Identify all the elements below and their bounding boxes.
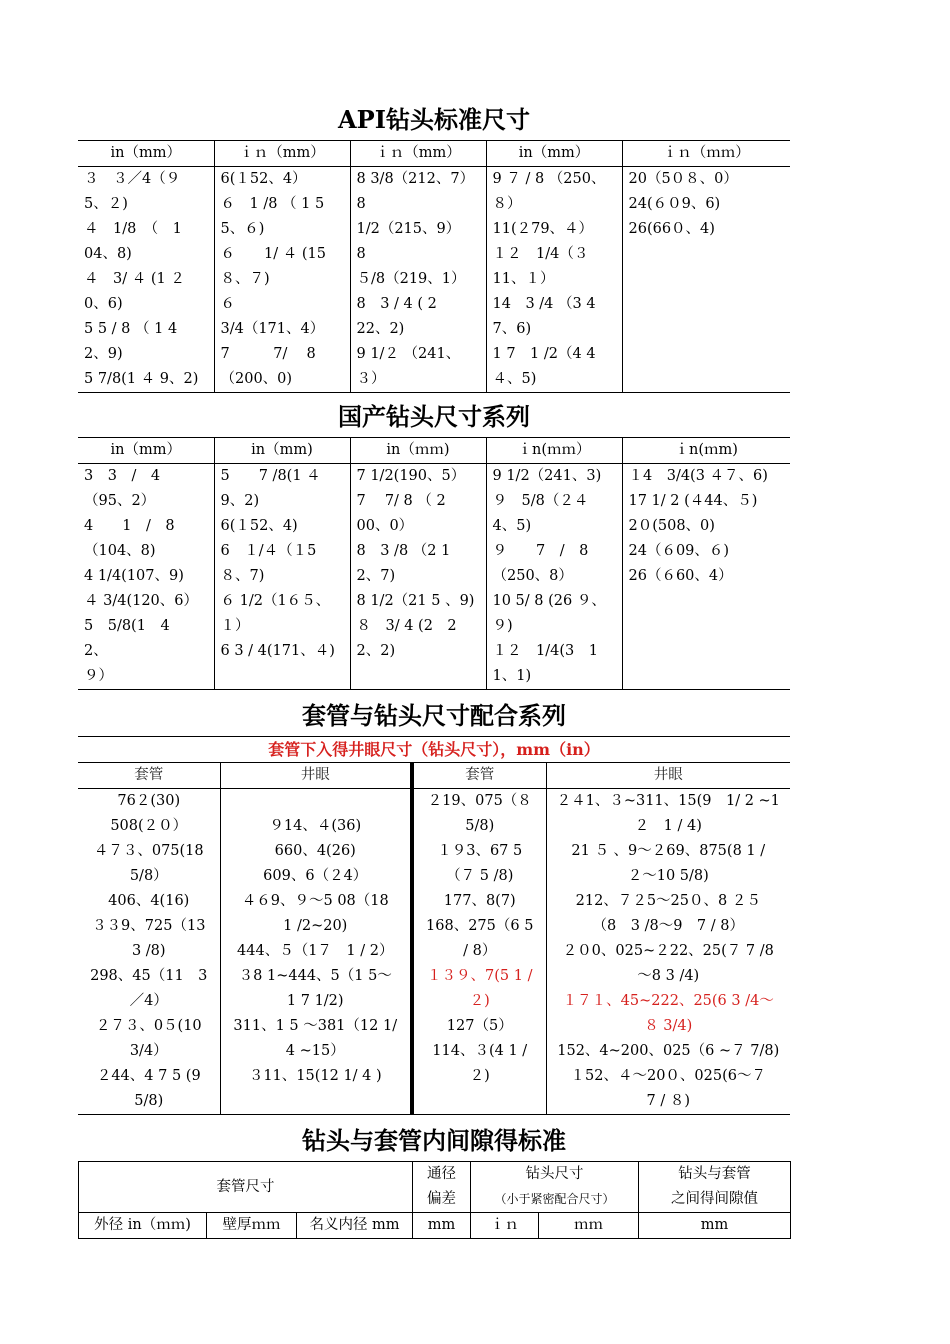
cell-line: 11、１） [492, 271, 555, 287]
cell-line: 2、9) [84, 346, 123, 362]
cell-line: 0、6) [84, 296, 123, 312]
cell-line: 2、2) [356, 643, 396, 659]
cell-line: ９ 5/8（２４ [492, 493, 589, 509]
table-cell [622, 167, 790, 393]
cell-line: ６ [220, 296, 235, 312]
cell-line: ／4） [129, 993, 168, 1009]
cell-line: 1/2（215、9） [356, 221, 461, 237]
cell-line: 8 3 /8 （2 1 [356, 543, 451, 559]
column-header: 钻头尺寸 （小于紧密配合尺寸） [471, 1162, 639, 1213]
cell-line: 9 1/2（241、3) [492, 468, 602, 484]
cell-line: 444、５（1７ 1 / 2） [237, 943, 394, 959]
cell-line: 127（5） [446, 1018, 513, 1034]
cell-line: ２44、4 7 5 (9 [96, 1068, 201, 1084]
table-cell [78, 464, 214, 690]
cell-line: 5 7 /8(1 ４ [220, 468, 321, 484]
column-header: mm [639, 1213, 791, 1239]
cell-line: 22、2) [356, 321, 405, 337]
cell-line: ９） [84, 668, 113, 684]
cell-line: （200、0) [220, 371, 293, 387]
cell-line: ８、７) [220, 271, 270, 287]
cell-line: 298、45（11 3 [90, 968, 208, 984]
cell-line: 26(66０、4) [628, 221, 715, 237]
domestic-section-title: 国产钻头尺寸系列 [338, 402, 530, 431]
cell-line: ９) [492, 618, 513, 634]
cell-line: ９14、４(36) [269, 818, 362, 834]
cell-line: 9 ７ / 8 （250、 [492, 171, 606, 187]
table-row [78, 789, 790, 1115]
table-cell [546, 789, 790, 1115]
column-header: mm [413, 1213, 471, 1239]
cell-line [225, 789, 407, 814]
cell-line: ４６9、９～5 08（18 [241, 893, 389, 909]
cell-line: 2、7) [356, 568, 396, 584]
cell-line: （8 3 /8～9 7 / 8） [592, 918, 744, 934]
cell-line: 10 5/ 8 (26 ９、 [492, 593, 606, 609]
cell-line: ４７３、075(18 [93, 843, 204, 859]
table-cell [350, 464, 486, 690]
cell-line: 5、２) [84, 196, 128, 212]
cell-line: 660、4(26) [274, 843, 356, 859]
casing-bit-table [78, 736, 790, 1115]
cell-line: 5、６) [220, 221, 265, 237]
cell-line: １） [220, 618, 250, 634]
domestic-bit-size-table [78, 437, 790, 690]
cell-line: 168、275（6 5 [426, 918, 534, 934]
column-header: 套管 [78, 763, 220, 789]
cell-line: ３8 1~444、5（1 5～ [238, 968, 392, 984]
column-header: ｉｎ（ｍｍ） [622, 141, 790, 167]
cell-line: 8 [356, 246, 366, 262]
cell-line: （95、2） [84, 493, 156, 509]
cell-line: 6 １/４（１5 [220, 543, 317, 559]
cell-line: ６ 1/ ４ (15 [220, 246, 326, 262]
cell-line: １９3、67 5 [437, 843, 523, 859]
cell-line: 11(２79、４） [492, 221, 594, 237]
cell-line: 7、6) [492, 321, 532, 337]
cell-line: ４、5) [492, 371, 537, 387]
column-header: 通径 偏差 [413, 1162, 471, 1213]
cell-line: 4 1/4(107、9) [84, 568, 184, 584]
cell-line: 9、2) [220, 493, 260, 509]
table-cell [486, 167, 622, 393]
table-header-row [78, 438, 790, 464]
cell-line: 21 ５ 、9～２69、875(8 1 / [571, 843, 766, 859]
cell-line: １３９、7(5 1 / [427, 968, 533, 984]
column-header: ｉｎ [471, 1213, 539, 1239]
api-section-title: API钻头标准尺寸 [338, 105, 530, 134]
cell-line: 177、8(7) [443, 893, 516, 909]
cell-line: 6(１52、4) [220, 518, 298, 534]
api-bit-size-table [78, 140, 790, 393]
cell-line: ３） [356, 371, 386, 387]
column-header: 外径 in（ｍｍ) [79, 1213, 207, 1239]
cell-line: 8 [356, 196, 366, 212]
table-cell [220, 789, 412, 1115]
cell-line: 4 1 / 8 [84, 518, 175, 534]
table-cell [412, 789, 546, 1115]
cell-line: 3 /8) [131, 943, 166, 959]
cell-line: ６ 1/2（1６５、 [220, 593, 331, 609]
cell-line: 1 7 1 /2（4 4 [492, 346, 596, 362]
column-header: 井眼 [220, 763, 412, 789]
cell-line: 114、３(4 1 / [432, 1043, 528, 1059]
column-header: in（mm） [78, 438, 214, 464]
clearance-table [78, 1161, 791, 1239]
cell-line: 5/8） [129, 868, 168, 884]
clearance-section-title: 钻头与套管内间隙得标准 [302, 1126, 566, 1155]
cell-line: 14 3 /4 （3 4 [492, 296, 596, 312]
cell-line: ８） [492, 196, 522, 212]
cell-line: 3/4） [129, 1043, 168, 1059]
cell-line: １4 3/4(3 ４７、6) [628, 468, 768, 484]
cell-line: 6(１52、4） [220, 171, 307, 187]
table-header-row [79, 1162, 791, 1213]
cell-line: １７１、45~222、25(6 3 /4～ [562, 993, 774, 1009]
cell-line: ２19、075（８ [427, 793, 532, 809]
document-page [78, 100, 790, 1239]
table-cell [486, 464, 622, 690]
cell-line: 406、4(16) [108, 893, 190, 909]
column-header: 名义内径 mm [297, 1213, 413, 1239]
cell-line: （104、8) [84, 543, 156, 559]
cell-line: 5/8) [465, 818, 495, 834]
cell-line: １２ 1/4(3 1 [492, 643, 598, 659]
column-header: 套管 [412, 763, 546, 789]
column-header: 钻头与套管 之间得间隙值 [639, 1162, 791, 1213]
cell-line: 2０(508、0) [628, 518, 715, 534]
column-header: 壁厚ｍｍ [207, 1213, 297, 1239]
table-cell [214, 464, 350, 690]
cell-line: ３３9、725（13 [92, 918, 206, 934]
cell-line: （250、8） [492, 568, 573, 584]
cell-line: 17 1/ 2 (４44、５) [628, 493, 758, 509]
column-header: ｉｎ（mm） [214, 141, 350, 167]
cell-line: ９ 7 / 8 [492, 543, 589, 559]
cell-line: ２７３、0５(10 [95, 1018, 202, 1034]
cell-line: 1 7 1/2) [286, 993, 344, 1009]
cell-line: ２) [469, 993, 490, 1009]
column-header: ｉn(ｍm) [622, 438, 790, 464]
cell-line: ４ 3/4(120、6） [84, 593, 199, 609]
cell-line: 76２(30) [117, 793, 181, 809]
table-caption-row [78, 737, 790, 763]
cell-line: ８、7) [220, 568, 265, 584]
casing-section-title: 套管与钻头尺寸配合系列 [302, 701, 566, 730]
cell-line: 00、0） [356, 518, 414, 534]
table-header-row [79, 1213, 791, 1239]
table-cell [214, 167, 350, 393]
column-header: in（mm） [78, 141, 214, 167]
cell-line: 8 3/8（212、7） [356, 171, 475, 187]
table-row [78, 464, 790, 690]
cell-line: １２ 1/4（３ [492, 246, 589, 262]
column-header: in（mm） [486, 141, 622, 167]
table-cell [350, 167, 486, 393]
cell-line: ２０0、025~２22、25(７ 7 /8 [562, 943, 774, 959]
cell-line: ８ 3/ 4 (2 2 [356, 618, 457, 634]
cell-line: 6 3 / 4(171、４) [220, 643, 335, 659]
cell-line: 311、1 5 ～381（12 1/ [233, 1018, 398, 1034]
cell-line: 609、6（２4） [263, 868, 368, 884]
cell-line: ５/8（219、1） [356, 271, 466, 287]
cell-line: ８ 3/4) [644, 1018, 693, 1034]
cell-line: ２) [469, 1068, 490, 1084]
cell-line: 24（６09、６) [628, 543, 730, 559]
cell-line: 3 3 / 4 [84, 468, 161, 484]
cell-line: 24(６０9、6) [628, 196, 721, 212]
cell-line: 26（６60、4） [628, 568, 733, 584]
cell-line: 3/4（171、4） [220, 321, 325, 337]
cell-line: ６ 1 /8 （ 1 5 [220, 196, 325, 212]
cell-line: 7 7/ 8 （ 2 [356, 493, 446, 509]
column-header: in（ｍｍ) [350, 438, 486, 464]
cell-line: 9 1/２ （241、 [356, 346, 461, 362]
cell-line: 20（5０８、0） [628, 171, 738, 187]
cell-line: 04、8) [84, 246, 132, 262]
cell-line: ３11、15(12 1/ 4 ) [248, 1068, 382, 1084]
cell-line: 5 7/8(1 ４ 9、2) [84, 371, 199, 387]
column-header: ｍｍ [539, 1213, 639, 1239]
cell-line: 7 / ８) [646, 1093, 690, 1109]
cell-line: 7 7/ 8 [220, 346, 316, 362]
table-cell [622, 464, 790, 690]
cell-line: 5/8) [134, 1093, 164, 1109]
cell-line: 8 1/2（21 5 、9) [356, 593, 475, 609]
cell-line: ３ ３／4（９ [84, 171, 181, 187]
cell-line: ～8 3 /4) [637, 968, 700, 984]
cell-line: ２ 1 / 4) [634, 818, 702, 834]
column-header: ｉn(ｍｍ） [486, 438, 622, 464]
table-row [78, 167, 790, 393]
cell-line: 1 /2~20) [283, 918, 348, 934]
cell-line: 8 3 / 4 ( 2 [356, 296, 437, 312]
cell-line: ４ 1/8 （ 1 [84, 221, 182, 237]
table-cell [78, 167, 214, 393]
cell-line: 4、5) [492, 518, 532, 534]
column-header: in（mm) [214, 438, 350, 464]
cell-line: ４ 3/ ４ (1 ２ [84, 271, 185, 287]
column-header: 井眼 [546, 763, 790, 789]
table-caption: 套管下入得井眼尺寸（钻头尺寸），mm（in） [78, 737, 790, 763]
table-cell [78, 789, 220, 1115]
column-header: 套管尺寸 [79, 1162, 413, 1213]
cell-line: 7 1/2(190、5） [356, 468, 466, 484]
table-header-row [78, 141, 790, 167]
cell-line: ２４1、３~311、15(9 1/ 2 ~1 [556, 793, 780, 809]
cell-line: 5 5/8(1 4 2、 [84, 618, 185, 659]
cell-line: 152、4~200、025（6 ~７ 7/8) [557, 1043, 780, 1059]
cell-line: 5 5 / 8 （ 1 4 [84, 321, 178, 337]
cell-line: 508(２０） [110, 818, 188, 834]
cell-line: （７ 5 /8) [446, 868, 514, 884]
cell-line: 4 ~15） [285, 1043, 345, 1059]
table-header-row [78, 763, 790, 789]
cell-line: 212、７２5～25０、8 ２５ [575, 893, 761, 909]
cell-line: / 8） [463, 943, 497, 959]
cell-line: 1、1) [492, 668, 532, 684]
column-header: ｉｎ（mm） [350, 141, 486, 167]
cell-line: ２～10 5/8) [627, 868, 709, 884]
cell-line: １52、４～20０、025(6～７ [570, 1068, 766, 1084]
